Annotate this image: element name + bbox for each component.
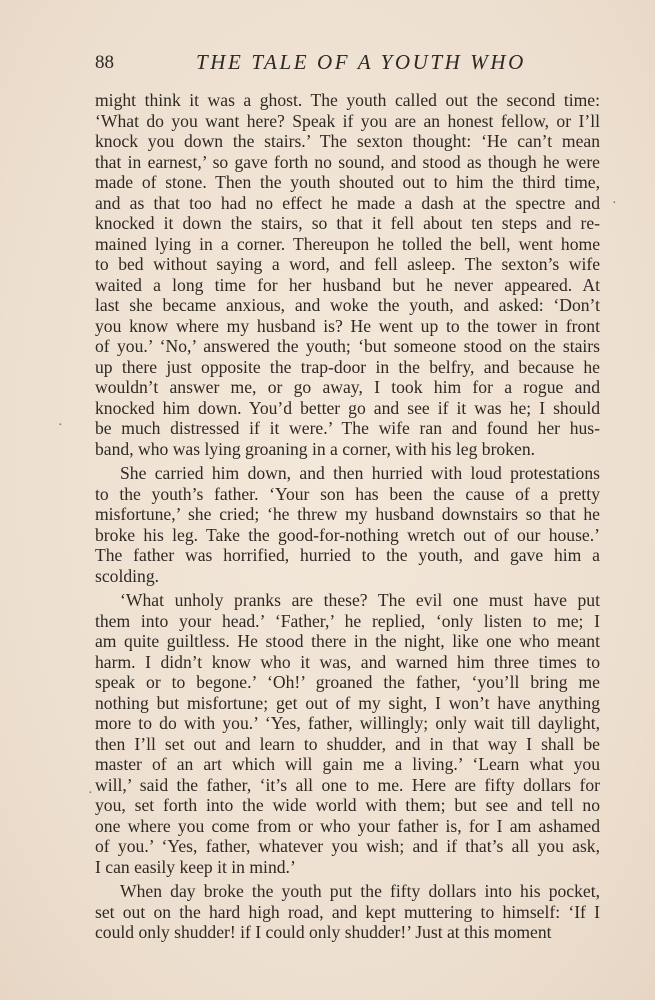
text-line: The father was horrified, hurried to the youth, and gave him a — [95, 545, 600, 565]
text-line: and as that too had no effect he made a dash at the spectre and — [95, 192, 600, 213]
text-line: ‘What unholy pranks are these? The evil one must have put — [120, 590, 600, 610]
text-line: might think it was a ghost. The youth called out the second time: — [95, 90, 600, 110]
text-line: made of stone. Then the youth shouted out to him the third time, — [95, 172, 600, 192]
text-line: knock you down the stairs.’ The sexton thought: ‘He can’t mean — [95, 131, 600, 151]
page-number: 88 — [95, 52, 114, 73]
page-header — [95, 50, 600, 78]
text-line: harm. I didn’t know who it was, and warned him three times to — [95, 651, 600, 672]
text-line: band, who was lying groaning in a corner, with his leg broken. — [95, 438, 536, 459]
text-line: knocked him down. You’d better go and see if it was he; I should — [95, 397, 600, 418]
paragraph — [95, 881, 600, 943]
body-text — [95, 90, 600, 943]
text-line: am quite guiltless. He stood there in the night, like one who meant — [95, 631, 600, 651]
text-line: be much distressed if it were.’ The wife ran and found her hus- — [95, 418, 600, 438]
text-line: waited a long time for her husband but he never appeared. At — [95, 274, 600, 295]
text-line: knocked it down the stairs, so that it fell about ten steps and re- — [95, 213, 600, 233]
text-line: more to do with you.’ ‘Yes, father, willingly; only wait till daylight, — [95, 713, 600, 733]
text-line: to the youth’s father. ‘Your son has been the cause of a pretty — [95, 483, 600, 504]
text-line: scolding. — [95, 565, 160, 586]
text-line: broke his leg. Take the good-for-nothing wretch out of our house.’ — [95, 524, 600, 545]
running-head: THE TALE OF A YOUTH WHO — [196, 50, 526, 74]
text-line: of you.’ ‘No,’ answered the youth; ‘but someone stood on the stairs — [95, 336, 600, 356]
text-line: of you.’ ‘Yes, father, whatever you wish; and if that’s all you ask, — [95, 836, 600, 856]
text-line: nothing but misfortune; get out of my sight, I won’t have anything — [95, 692, 600, 713]
text-line: you, set forth into the wide world with them; but see and tell no — [95, 795, 600, 815]
text-line: you know where my husband is? He went up to the tower in front — [95, 315, 600, 336]
text-line: ‘What do you want here? Speak if you are an honest fellow, or I’ll — [95, 110, 600, 131]
text-line: to bed without saying a word, and fell asleep. The sexton’s wife — [95, 254, 600, 274]
paragraph — [95, 463, 600, 586]
paragraph — [95, 590, 600, 877]
text-line: She carried him down, and then hurried with loud protestations — [120, 463, 600, 483]
text-line: could only shudder! if I could only shudder!’ Just at this moment — [95, 922, 552, 942]
text-line: master of an art which will gain me a living.’ ‘Learn what you — [95, 754, 600, 774]
text-line: them into your head.’ ‘Father,’ he replied, ‘only listen to me; I — [95, 610, 600, 631]
margin-speck: · — [58, 418, 63, 433]
paragraph — [95, 90, 600, 459]
text-line: I can easily keep it in mind.’ — [95, 856, 296, 877]
text-line: one where you come from or who your father is, for I am ashamed — [95, 815, 600, 836]
text-line: wouldn’t answer me, or go away, I took him for a rogue and — [95, 377, 600, 397]
margin-speck: · — [88, 786, 93, 801]
text-line: last she became anxious, and woke the youth, and asked: ‘Don’t — [95, 295, 600, 315]
text-line: up there just opposite the trap-door in the belfry, and because he — [95, 356, 600, 377]
margin-speck: · — [612, 196, 617, 211]
text-line: then I’ll set out and learn to shudder, and in that way I shall be — [95, 733, 600, 754]
text-line: will,’ said the father, ‘it’s all one to me. Here are fifty dollars for — [95, 774, 600, 795]
text-line: misfortune,’ she cried; ‘he threw my husband downstairs so that he — [95, 504, 600, 524]
text-line: mained lying in a corner. Thereupon he tolled the bell, went home — [95, 233, 600, 254]
text-line: that in earnest,’ so gave forth no sound, and stood as though he were — [95, 151, 600, 172]
text-line: When day broke the youth put the fifty dollars into his pocket, — [120, 881, 600, 901]
text-line: set out on the hard high road, and kept muttering to himself: ‘If I — [95, 901, 600, 922]
text-line: speak or to begone.’ ‘Oh!’ groaned the father, ‘you’ll bring me — [95, 672, 600, 692]
